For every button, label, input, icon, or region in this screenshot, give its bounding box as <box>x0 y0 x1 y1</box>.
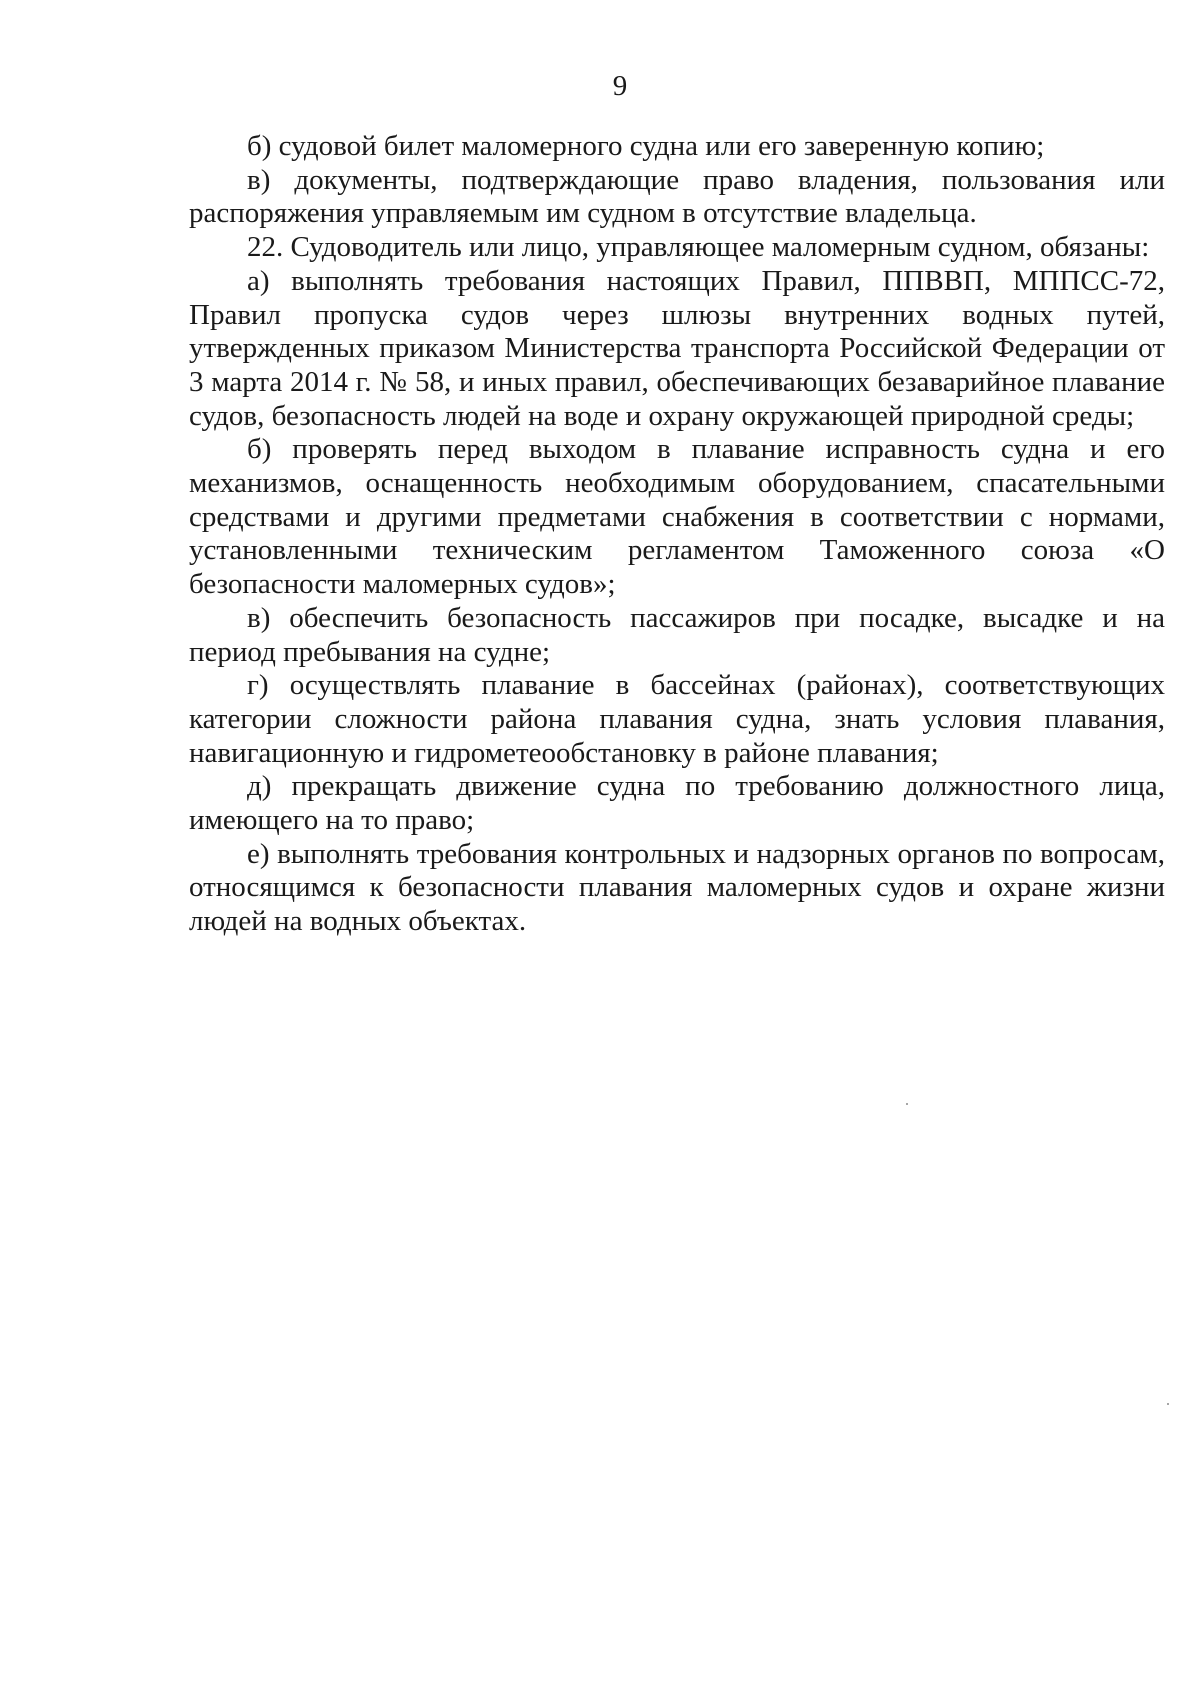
paragraph-clause-22: 22. Судоводитель или лицо, управляющее маломерным судном, обязаны: <box>247 231 1150 264</box>
paragraph-duty-a: а) выполнять требования настоящих Правил, ППВВП, МППСС-72, Правил пропуска судов через шлюзы внутренних водных путей, утвержденных приказом Министерства транспорта Российской Федерации от 3 марта 2014 г. № 58, и иных правил, обеспечивающих безаварийное плавание судов, безопасность людей на воде и охрану окружающей природной среды; <box>189 264 1165 432</box>
scan-speck <box>906 1103 908 1105</box>
document-body <box>189 130 1165 939</box>
paragraph-duty-e: е) выполнять требования контрольных и надзорных органов по вопросам, относящимся к безопасности плавания маломерных судов и охране жизни людей на водных объектах. <box>189 837 1165 938</box>
paragraph-duty-d: д) прекращать движение судна по требованию должностного лица, имеющего на то право; <box>189 770 1165 837</box>
paragraph-item-b-ship-ticket: б) судовой билет маломерного судна или его заверенную копию; <box>247 130 1045 162</box>
paragraph-duty-b: б) проверять перед выходом в плавание исправность судна и его механизмов, оснащенность необходимым оборудованием, спасательными средствами и другими предметами снабжения в соответствии с нормами, установленными техническим регламентом Таможенного союза «О безопасности маломерных судов»; <box>189 433 1165 601</box>
paragraph-item-v-ownership-documents: в) документы, подтверждающие право владения, пользования или распоряжения управляемым им судном в отсутствие владельца. <box>189 163 1165 230</box>
paragraph-duty-g: г) осуществлять плавание в бассейнах (районах), соответствующих категории сложности района плавания судна, знать условия плавания, навигационную и гидрометеообстановку в районе плавания; <box>189 669 1165 769</box>
paragraph-duty-v: в) обеспечить безопасность пассажиров при посадке, высадке и на период пребывания на судне; <box>189 601 1165 668</box>
scan-speck <box>1167 1403 1169 1405</box>
page-number: 9 <box>612 70 628 102</box>
